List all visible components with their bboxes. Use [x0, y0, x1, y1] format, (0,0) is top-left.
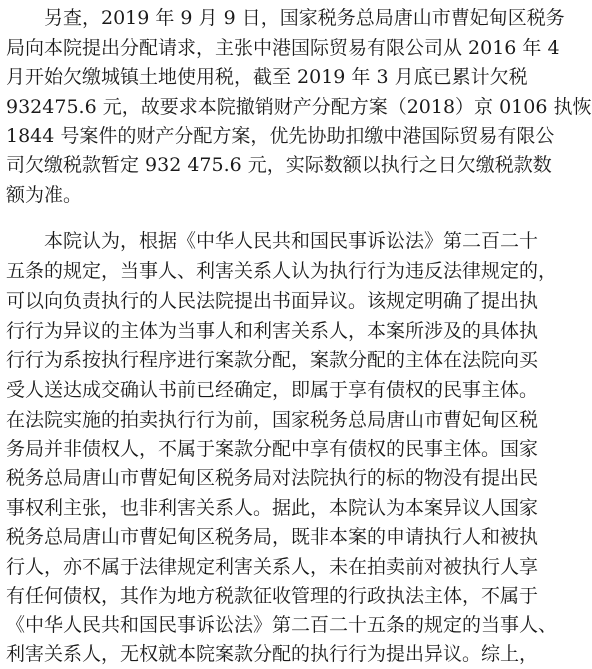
paragraph-2-line-9: 税务总局唐山市曹妃甸区税务局对法院执行的标的物没有提出民 [6, 467, 539, 489]
paragraph-2-line-1: 本院认为，根据《中华人民共和国民事诉讼法》第二百二十 [44, 230, 539, 252]
paragraph-2-line-12: 行人，亦不属于法律规定利害关系人，未在拍卖前对被执行人享 [6, 556, 539, 578]
paragraph-1-line-1: 另查，2019 年 9 月 9 日，国家税务总局唐山市曹妃甸区税务 [44, 7, 565, 29]
paragraph-2-line-10: 事权利主张，也非利害关系人。据此，本院认为本案异议人国家 [6, 497, 539, 519]
paragraph-2-line-3: 可以向负责执行的人民法院提出书面异议。该规定明确了提出执 [6, 290, 539, 312]
paragraph-2-line-5: 行行为系按执行程序进行案款分配，案款分配的主体在法院向买 [6, 349, 539, 371]
paragraph-2-line-4: 行行为异议的主体为当事人和利害关系人，本案所涉及的具体执 [6, 320, 539, 342]
paragraph-1-line-6: 司欠缴税款暂定 932 475.6 元，实际数额以执行之日欠缴税款数 [6, 154, 552, 176]
paragraph-2-line-14: 《中华人民共和国民事诉讼法》第二百二十五条的规定的当事人、 [6, 614, 558, 636]
paragraph-1-line-3: 月开始欠缴城镇土地使用税，截至 2019 年 3 月底已累计欠税 [6, 66, 528, 88]
paragraph-2-line-2: 五条的规定，当事人、利害关系人认为执行行为违反法律规定的， [6, 260, 558, 282]
paragraph-2-line-8: 务局并非债权人，不属于案款分配中享有债权的民事主体。国家 [6, 438, 539, 460]
paragraph-2-line-6: 受人送达成交确认书前已经确定，即属于享有债权的民事主体。 [6, 379, 539, 401]
paragraph-1-line-7: 额为准。 [6, 184, 83, 206]
paragraph-1-line-4: 932475.6 元，故要求本院撤销财产分配方案（2018）京 0106 执恢 [6, 96, 592, 118]
paragraph-2-line-7: 在法院实施的拍卖执行行为前，国家税务总局唐山市曹妃甸区税 [6, 409, 539, 431]
paragraph-1-line-2: 局向本院提出分配请求，主张中港国际贸易有限公司从 2016 年 4 [6, 37, 560, 59]
paragraph-2-line-15: 利害关系人，无权就本院案款分配的执行行为提出异议。综上， [6, 643, 539, 665]
paragraph-2-line-13: 有任何债权，其作为地方税款征收管理的行政执法主体，不属于 [6, 585, 539, 607]
paragraph-2-line-11: 税务总局唐山市曹妃甸区税务局，既非本案的申请执行人和被执 [6, 526, 539, 548]
paragraph-1-line-5: 1844 号案件的财产分配方案，优先协助扣缴中港国际贸易有限公 [6, 125, 555, 147]
